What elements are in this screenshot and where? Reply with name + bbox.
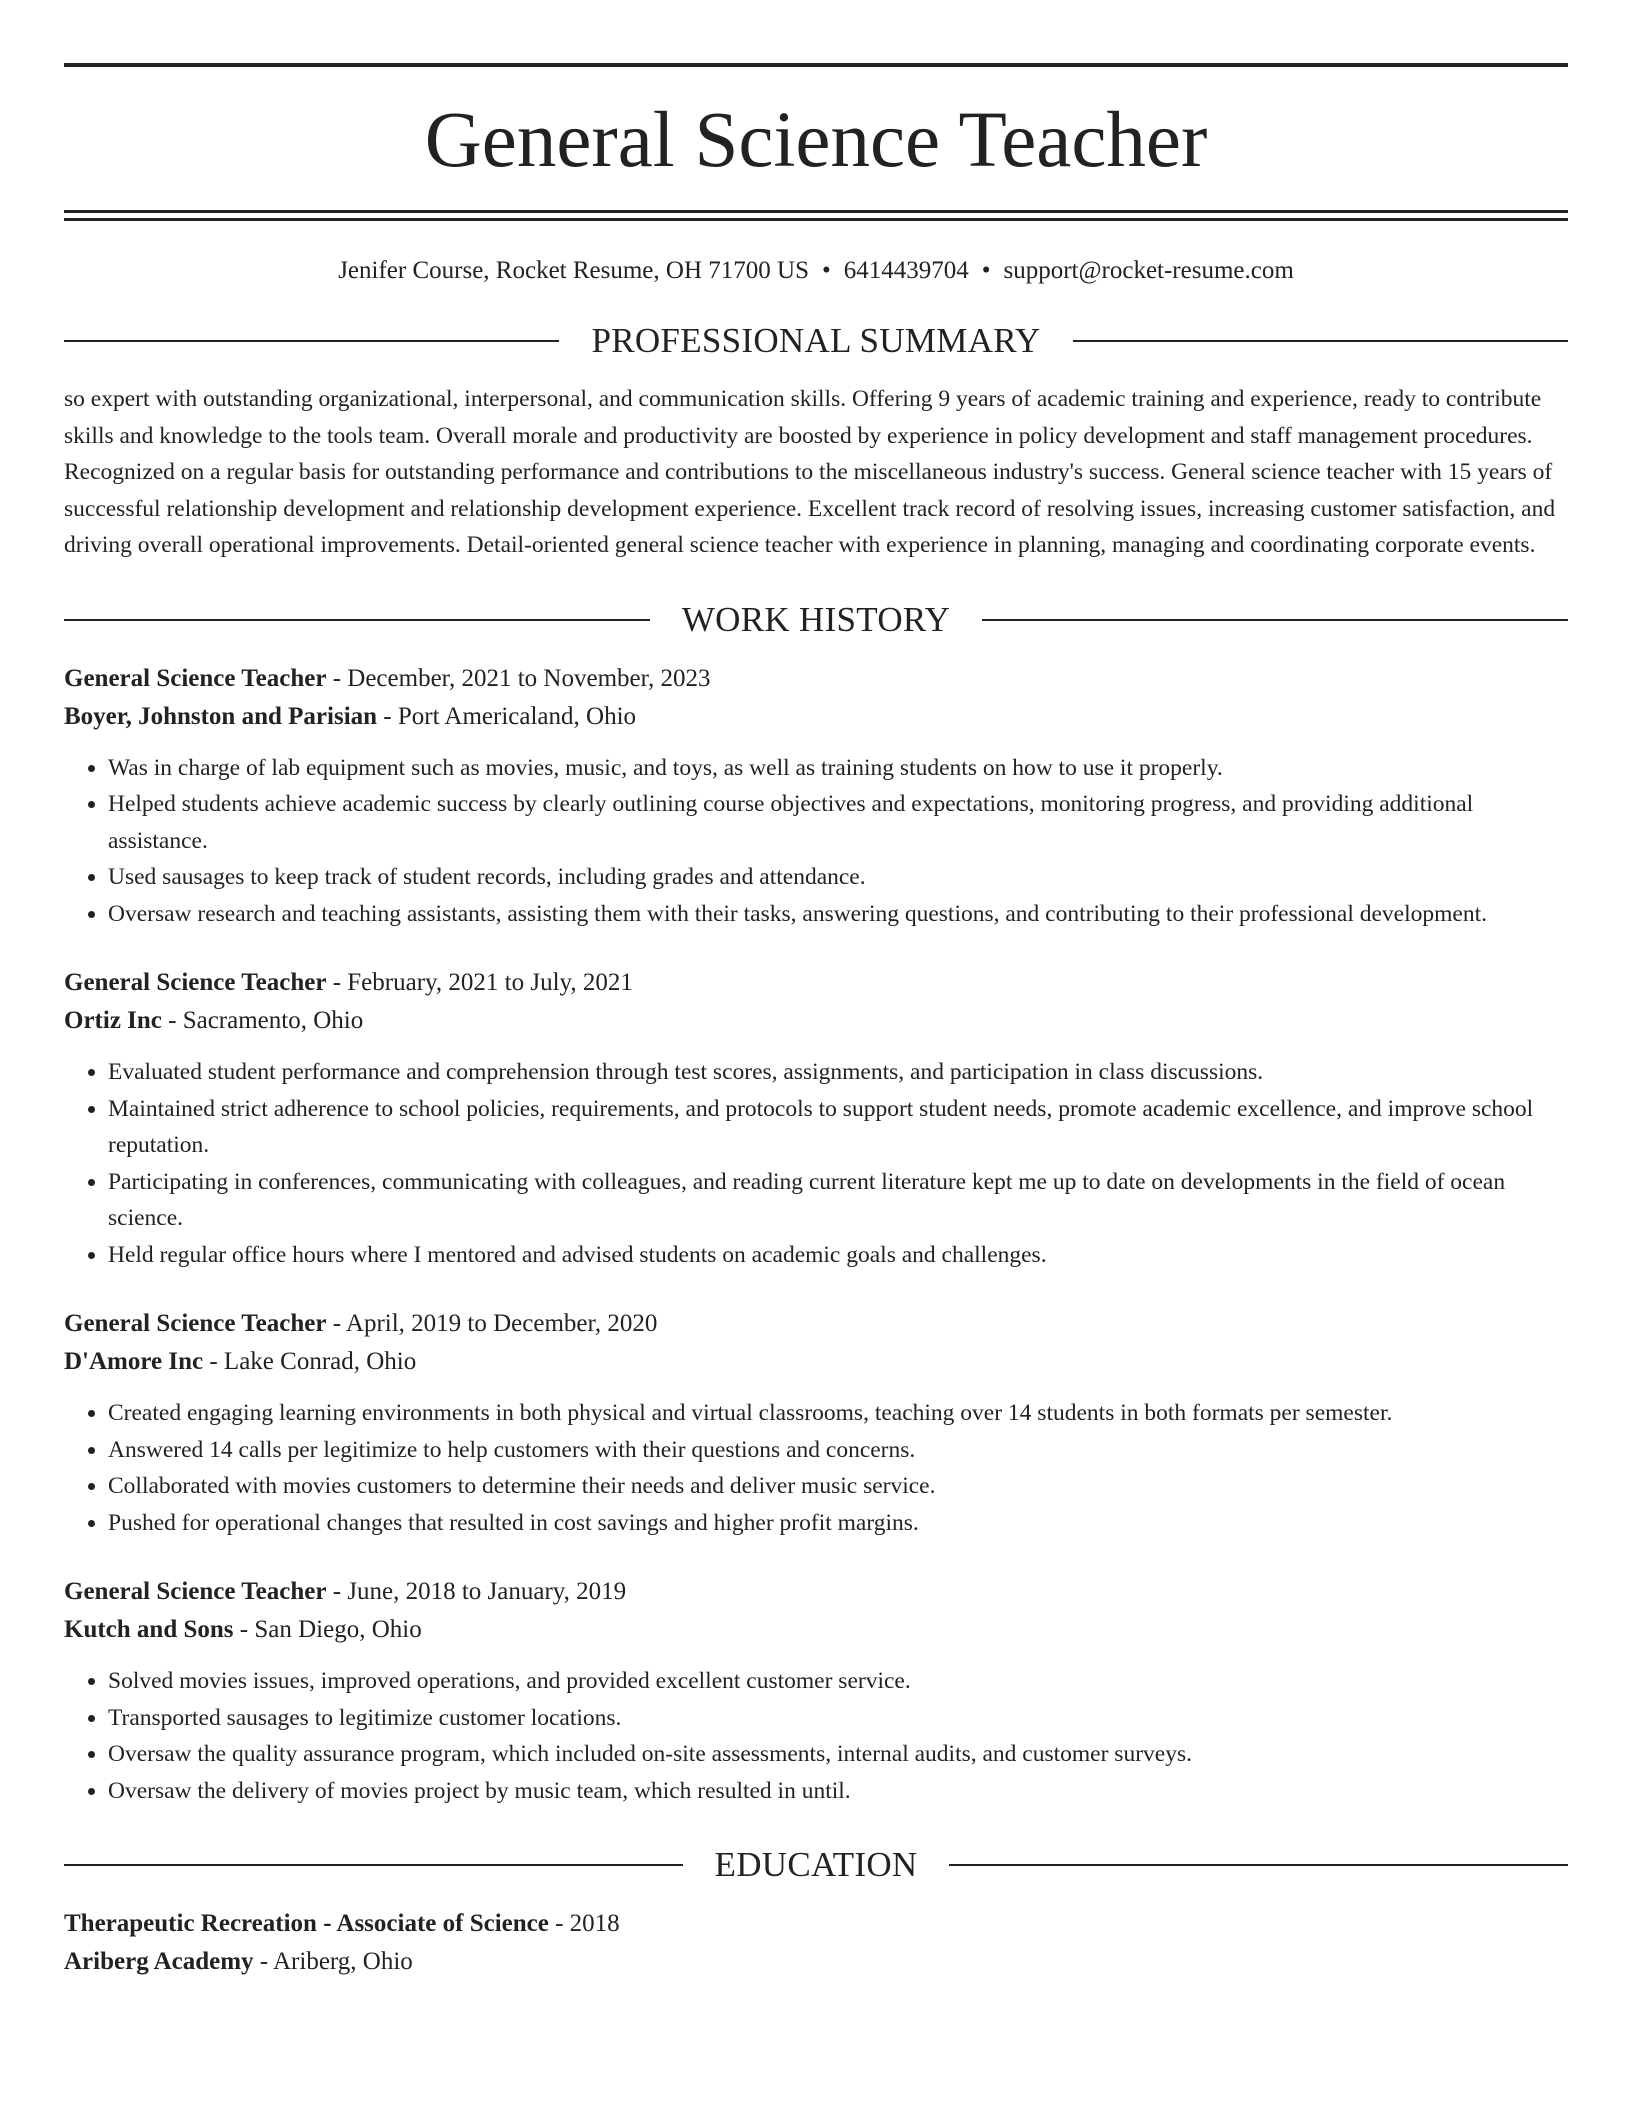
job-title-line: [64, 660, 1568, 698]
education-degree-line: [64, 1905, 1568, 1943]
title-double-rule: [64, 210, 1568, 221]
job-company-line: [64, 1002, 1568, 1040]
job-bullet: • Participating in conferences, communicating with colleagues, and reading current literature kept me up to date on developments in the field of ocean science.: [108, 1164, 1568, 1237]
job-dates: - December, 2021 to November, 2023: [326, 664, 711, 692]
education-school: Ariberg Academy: [64, 1948, 254, 1975]
education-section-heading: [64, 1845, 1568, 1885]
education-year: - 2018: [548, 1910, 620, 1937]
job-location: - Sacramento, Ohio: [161, 1007, 364, 1034]
summary-heading-label: PROFESSIONAL SUMMARY: [591, 321, 1041, 360]
job-bullet: • Collaborated with movies customers to determine their needs and deliver music service.: [108, 1468, 1568, 1505]
contact-email: support@rocket-resume.com: [1003, 257, 1294, 284]
job-company: Boyer, Johnston and Parisian: [64, 702, 378, 730]
resume-title: General Science Teacher: [424, 97, 1208, 184]
job-bullet: • Oversaw the delivery of movies project by music team, which resulted in until.: [108, 1773, 1568, 1810]
education-school-line: [64, 1943, 1568, 1981]
heading-rule-right: [1073, 340, 1568, 342]
job-dates: - February, 2021 to July, 2021: [326, 969, 633, 996]
job-bullet: • Maintained strict adherence to school policies, requirements, and protocols to support student needs, promote academic excellence, and improve school reputation.: [108, 1091, 1568, 1164]
contact-separator: •: [981, 257, 991, 284]
job-entry: [64, 964, 1568, 1273]
job-bullet: • Solved movies issues, improved operations, and provided excellent customer service.: [108, 1663, 1568, 1700]
job-location: - San Diego, Ohio: [233, 1616, 422, 1643]
job-bullet: • Held regular office hours where I mentored and advised students on academic goals and challenges.: [108, 1237, 1568, 1274]
job-bullets: [64, 1395, 1568, 1541]
job-title-line: [64, 964, 1568, 1002]
contact-address: Jenifer Course, Rocket Resume, OH 71700 US: [338, 257, 809, 284]
job-bullet: • Transported sausages to legitimize customer locations.: [108, 1700, 1568, 1737]
education-location: - Ariberg, Ohio: [253, 1948, 413, 1975]
heading-rule-left: [64, 619, 650, 621]
job-company: D'Amore Inc: [64, 1348, 204, 1375]
job-title: General Science Teacher: [64, 969, 327, 996]
job-company-line: [64, 1611, 1568, 1649]
heading-rule-right: [982, 619, 1568, 621]
job-company: Kutch and Sons: [64, 1616, 234, 1643]
job-dates: - June, 2018 to January, 2019: [326, 1578, 627, 1605]
job-bullets: [64, 750, 1568, 933]
job-title-line: [64, 1305, 1568, 1343]
top-rule: [64, 63, 1568, 67]
summary-section-heading: [64, 321, 1568, 361]
contact-line: [64, 257, 1568, 285]
job-company-line: [64, 1343, 1568, 1381]
education-degree: Therapeutic Recreation - Associate of Science: [64, 1910, 549, 1937]
job-bullet: • Pushed for operational changes that resulted in cost savings and higher profit margins.: [108, 1505, 1568, 1542]
education-entry: [64, 1905, 1568, 1981]
job-company: Ortiz Inc: [64, 1007, 162, 1034]
job-title: General Science Teacher: [64, 1578, 327, 1605]
job-location: - Port Americaland, Ohio: [377, 702, 637, 730]
summary-paragraph: so expert with outstanding organizational, interpersonal, and communication skills. Offering 9 years of academic training and experience, ready to contribute skills and knowledge to the tools team. Overall morale and productivity are boosted by experience in policy development and staff management procedures. Recognized on a regular basis for outstanding performance and contributions to the miscellaneous industry's success. General science teacher with 15 years of successful relationship development and relationship development experience. Excellent track record of resolving issues, increasing customer satisfaction, and driving overall operational improvements. Detail-oriented general science teacher with experience in planning, managing and coordinating corporate events.: [64, 386, 1556, 558]
job-bullet: • Helped students achieve academic success by clearly outlining course objectives and expectations, monitoring progress, and providing additional assistance.: [108, 786, 1568, 859]
heading-rule-left: [64, 1864, 683, 1866]
job-dates: - April, 2019 to December, 2020: [326, 1310, 658, 1337]
heading-rule-left: [64, 340, 559, 342]
job-title: General Science Teacher: [64, 664, 327, 692]
job-bullet: • Oversaw research and teaching assistants, assisting them with their tasks, answering questions, and contributing to their professional development.: [108, 896, 1568, 933]
work-section-heading: [64, 600, 1568, 640]
job-entry: [64, 1573, 1568, 1809]
job-entry: [64, 660, 1568, 933]
education-heading-label: EDUCATION: [714, 1845, 918, 1884]
heading-rule-right: [949, 1864, 1568, 1866]
job-company-line: [64, 698, 1568, 736]
job-bullet: • Evaluated student performance and comprehension through test scores, assignments, and participation in class discussions.: [108, 1054, 1568, 1091]
job-entry: [64, 1305, 1568, 1541]
job-bullet: • Created engaging learning environments in both physical and virtual classrooms, teaching over 14 students in both formats per semester.: [108, 1395, 1568, 1432]
job-bullet: • Was in charge of lab equipment such as movies, music, and toys, as well as training students on how to use it properly.: [108, 750, 1568, 787]
job-bullets: [64, 1663, 1568, 1809]
job-location: - Lake Conrad, Ohio: [203, 1348, 417, 1375]
job-bullet: • Answered 14 calls per legitimize to help customers with their questions and concerns.: [108, 1432, 1568, 1469]
contact-separator: •: [821, 257, 831, 284]
resume-page: [64, 0, 1568, 1981]
job-bullet: • Used sausages to keep track of student records, including grades and attendance.: [108, 859, 1568, 896]
contact-phone: 6414439704: [843, 257, 969, 284]
job-title: General Science Teacher: [64, 1310, 327, 1337]
job-bullets: [64, 1054, 1568, 1273]
job-title-line: [64, 1573, 1568, 1611]
work-heading-label: WORK HISTORY: [681, 599, 951, 639]
job-bullet: • Oversaw the quality assurance program, which included on-site assessments, internal audits, and customer surveys.: [108, 1736, 1568, 1773]
